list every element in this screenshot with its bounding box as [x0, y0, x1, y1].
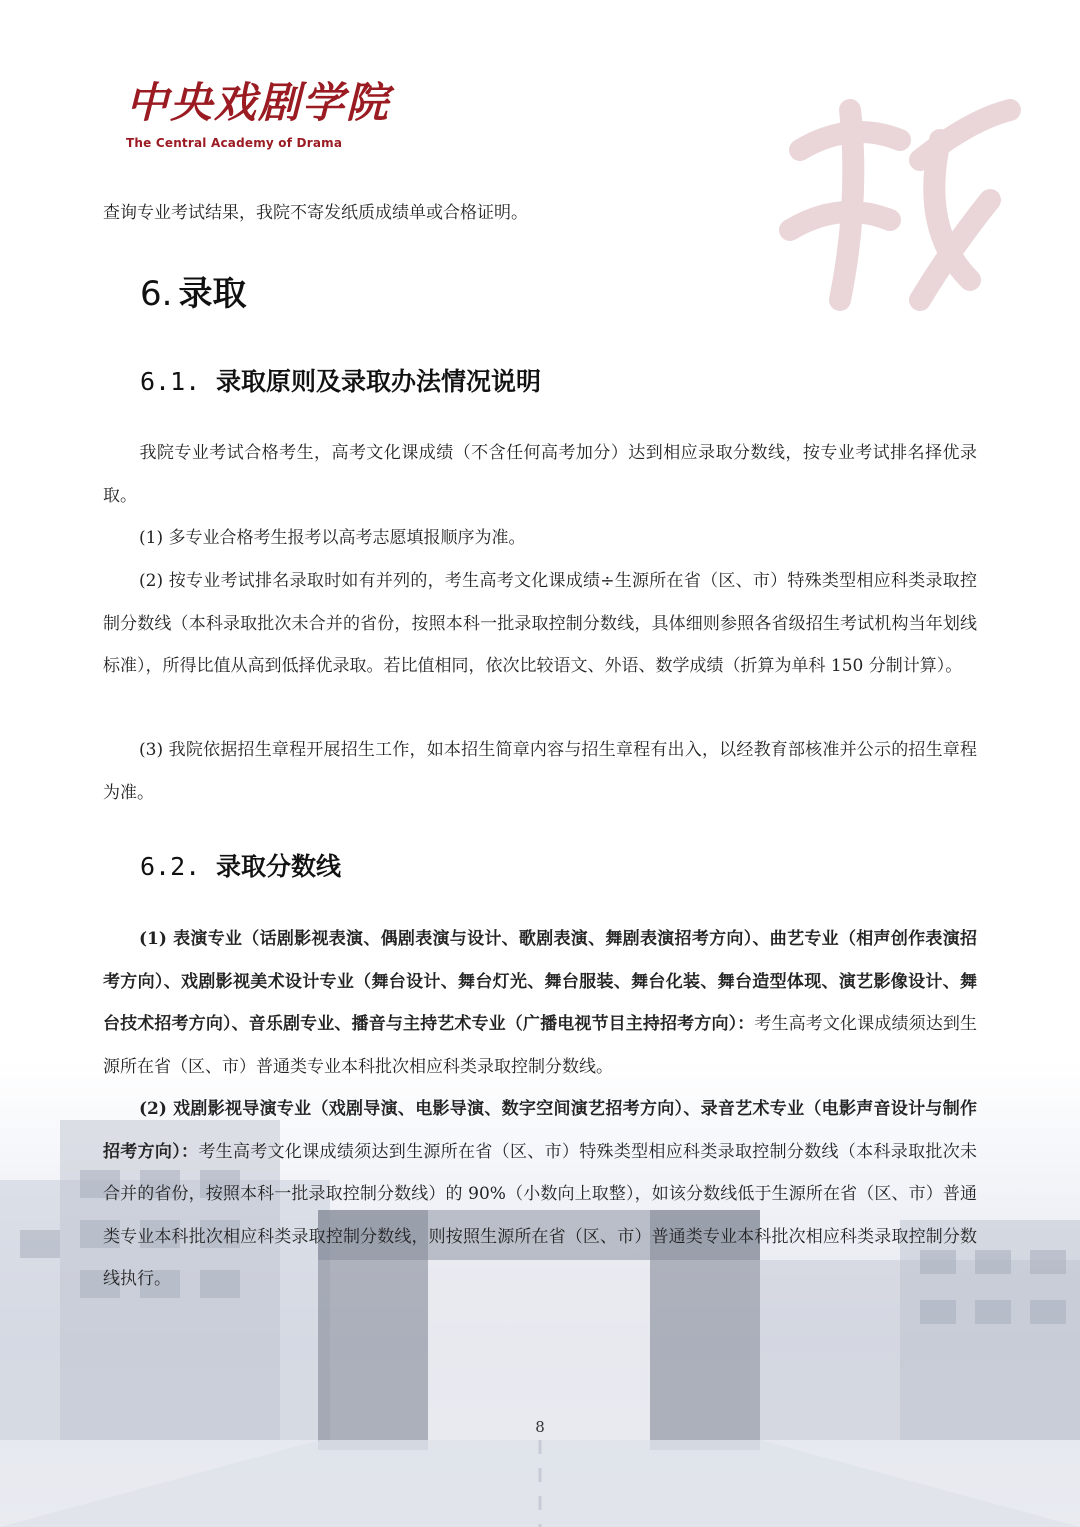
item-1-majors: (1) 表演专业（话剧影视表演、偶剧表演与设计、歌剧表演、舞剧表演招考方向）、曲艺专业（相声创作表演招考方向）、戏剧影视美术设计专业（舞台设计、舞台灯光、舞台服装、舞台化装、舞台造型体现、演艺影像设计、舞台技术招考方向）、音乐剧专业、播音与主持艺术专业（广播电视节目主持招考方向）：	[103, 929, 977, 1034]
logo-english-name: The Central Academy of Drama	[126, 136, 343, 150]
academy-logo	[126, 78, 390, 150]
section-6-title: 录取	[178, 274, 247, 314]
paragraph-text: (2) 按专业考试排名录取时如有并列的，考生高考文化课成绩÷生源所在省（区、市）特殊类型相应科类录取控制分数线（本科录取批次未合并的省份，按照本科一批录取控制分数线，具体细则参照各省级招生考试机构当年划线标准），所得比值从高到低择优录取。若比值相同，依次比较语文、外语、数学成绩（折算为单科 150 分制计算）。	[103, 571, 977, 676]
item-2-requirement: 考生高考文化课成绩须达到生源所在省（区、市）特殊类型相应科类录取控制分数线（本科录取批次未合并的省份，按照本科一批录取控制分数线）的 90%（小数向上取整），如该分数线低于生源所在省（区、市）普通类专业本科批次相应科类录取控制分数线，则按照生源所在省（区、市）普通类专业本科批次相应科类录取控制分数线执行。	[103, 1141, 978, 1289]
paragraph-rule-2	[103, 560, 977, 688]
section-6-1-heading	[140, 364, 541, 400]
section-6-2-heading	[140, 849, 341, 885]
paragraph-text: (3) 我院依据招生章程开展招生工作，如本招生简章内容与招生章程有出入，以经教育部核准并公示的招生章程为准。	[103, 740, 977, 803]
section-6-2-title: 录取分数线	[216, 852, 342, 881]
section-6-heading	[140, 270, 246, 318]
intro-line: 查询专业考试结果，我院不寄发纸质成绩单或合格证明。	[103, 203, 528, 223]
section-6-2-number: 6.2.	[140, 852, 201, 881]
section-6-1-number: 6.1.	[140, 367, 201, 396]
item-2-majors: (2) 戏剧影视导演专业（戏剧导演、电影导演、数字空间演艺招考方向）、录音艺术专业（电影声音设计与制作招考方向）：	[103, 1099, 977, 1162]
section-6-1-title: 录取原则及录取办法情况说明	[216, 367, 542, 396]
logo-chinese-name: 中央戏剧学院	[126, 78, 391, 127]
score-line-item-2	[103, 1088, 977, 1301]
paragraph-rule-1	[103, 517, 977, 560]
item-1-requirement: 考生高考文化课成绩须达到生源所在省（区、市）普通类专业本科批次相应科类录取控制分数线。	[103, 1014, 978, 1077]
paragraph-text: (1) 多专业合格考生报考以高考志愿填报顺序为准。	[139, 528, 526, 548]
paragraph-admission-principle	[103, 432, 977, 517]
section-6-number: 6.	[140, 274, 173, 314]
page-number: 8	[535, 1418, 545, 1436]
score-line-item-1	[103, 918, 977, 1088]
paragraph-text: 我院专业考试合格考生，高考文化课成绩（不含任何高考加分）达到相应录取分数线，按专业考试排名择优录取。	[103, 443, 977, 506]
paragraph-rule-3	[103, 729, 977, 814]
